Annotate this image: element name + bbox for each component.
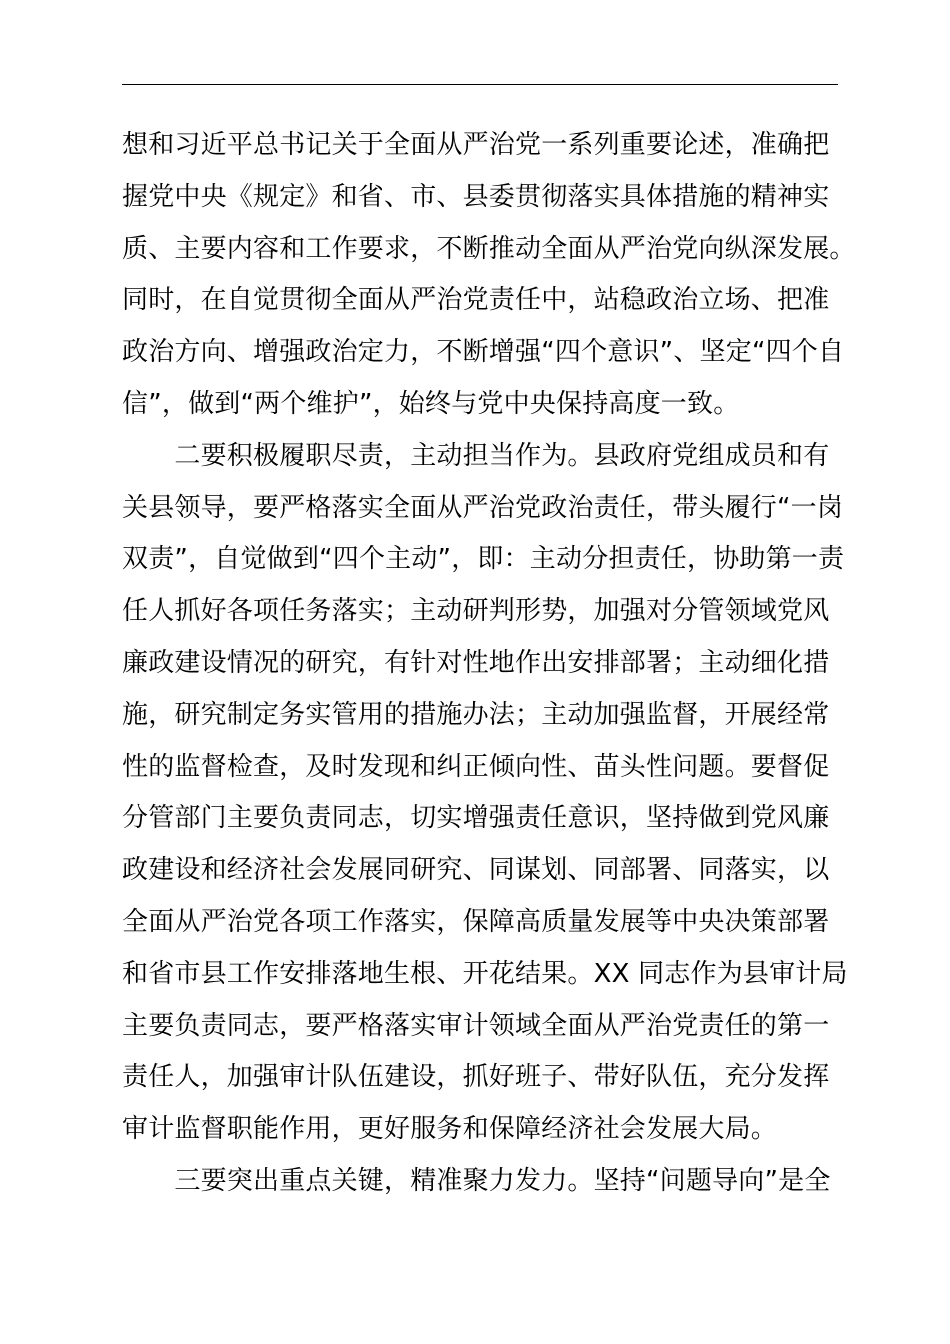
text-line: 握党中央《规定》和省、市、县委贯彻落实具体措施的精神实 <box>122 181 830 212</box>
text-line: 责任人，加强审计队伍建设，抓好班子、带好队伍，充分发挥 <box>122 1062 830 1093</box>
text-line: 二要积极履职尽责，主动担当作为。县政府党组成员和有 <box>122 440 830 471</box>
text-line: 政建设和经济社会发展同研究、同谋划、同部署、同落实，以 <box>122 855 830 886</box>
text-line: 信”，做到“两个维护”，始终与党中央保持高度一致。 <box>122 388 740 419</box>
text-line: 主要负责同志，要严格落实审计领域全面从严治党责任的第一 <box>122 1010 830 1041</box>
header-rule <box>122 84 838 85</box>
text-line: 质、主要内容和工作要求，不断推动全面从严治党向纵深发展。 <box>122 233 856 264</box>
document-body <box>122 120 882 1208</box>
text-line: 廉政建设情况的研究，有针对性地作出安排部署；主动细化措 <box>122 647 830 678</box>
text-line: 关县领导，要严格落实全面从严治党政治责任，带头履行“一岗 <box>122 492 844 523</box>
text-line: 政治方向、增强政治定力，不断增强“四个意识”、坚定“四个自 <box>122 337 845 368</box>
text-line: 和省市县工作安排落地生根、开花结果。XX 同志作为县审计局 <box>122 958 848 989</box>
text-line: 性的监督检查，及时发现和纠正倾向性、苗头性问题。要督促 <box>122 751 830 782</box>
text-line: 施，研究制定务实管用的措施办法；主动加强监督，开展经常 <box>122 699 830 730</box>
text-line: 想和习近平总书记关于全面从严治党一系列重要论述，准确把 <box>122 130 830 160</box>
text-line: 分管部门主要负责同志，切实增强责任意识，坚持做到党风廉 <box>122 803 830 834</box>
text-line: 三要突出重点关键，精准聚力发力。坚持“问题导向”是全 <box>122 1165 831 1196</box>
text-line: 全面从严治党各项工作落实，保障高质量发展等中央决策部署 <box>122 906 830 937</box>
text-line: 审计监督职能作用，更好服务和保障经济社会发展大局。 <box>122 1114 778 1145</box>
text-line: 任人抓好各项任务落实；主动研判形势，加强对分管领域党风 <box>122 596 830 627</box>
text-line: 同时，在自觉贯彻全面从严治党责任中，站稳政治立场、把准 <box>122 285 830 316</box>
text-line: 双责”，自觉做到“四个主动”，即：主动分担责任，协助第一责 <box>122 544 845 575</box>
